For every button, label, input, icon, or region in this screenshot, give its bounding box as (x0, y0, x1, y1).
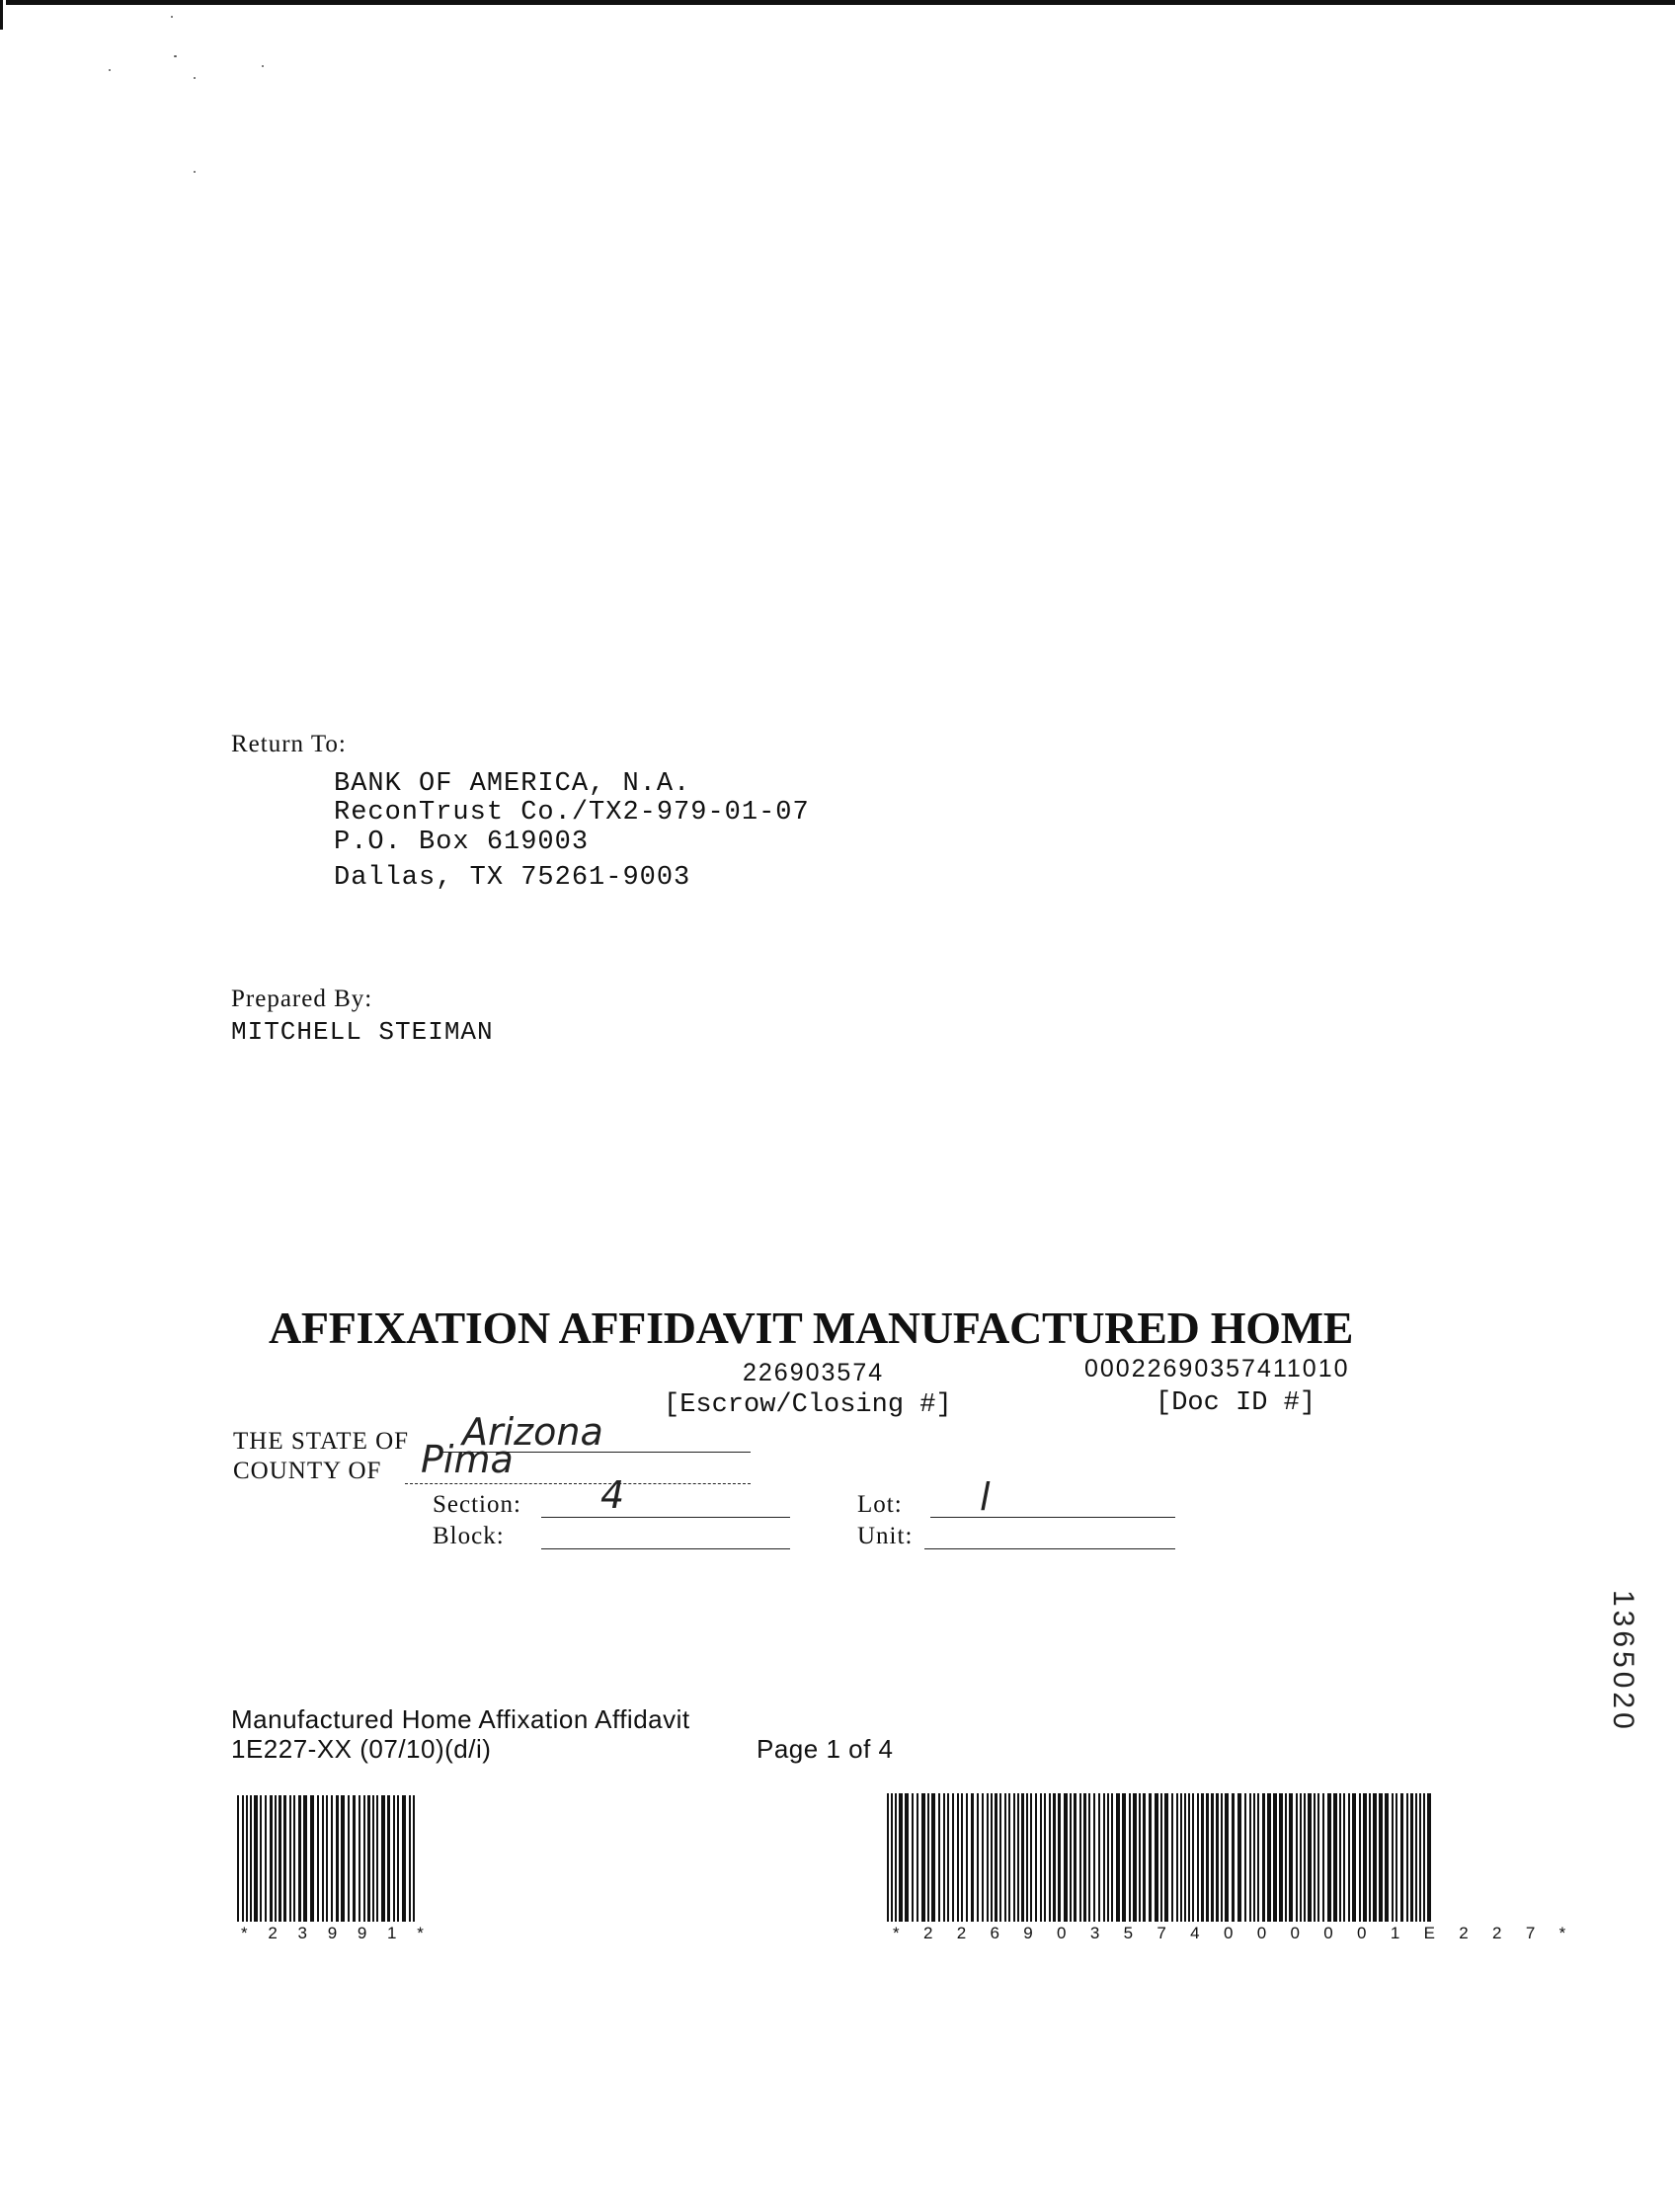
barcode-right-text: * 2 2 6 9 0 3 5 7 4 0 0 0 0 0 1 E 2 2 7 * (893, 1924, 1576, 1942)
barcode-bar (982, 1793, 984, 1922)
barcode-bar (1300, 1793, 1302, 1922)
barcode-bar (1257, 1793, 1259, 1922)
barcode-bar (927, 1793, 929, 1922)
barcode-bar (1273, 1793, 1277, 1922)
barcode-bar (938, 1793, 940, 1922)
scan-speck (262, 65, 264, 67)
scan-top-edge (6, 0, 1675, 5)
document-title: AFFIXATION AFFIDAVIT MANUFACTURED HOME (269, 1303, 1354, 1353)
barcode-bar (1232, 1793, 1235, 1922)
barcode-bar (322, 1795, 324, 1922)
barcode-bar (957, 1793, 959, 1922)
barcode-bar (1308, 1793, 1312, 1922)
barcode-bar (413, 1795, 415, 1922)
barcode-bar (1053, 1793, 1056, 1922)
state-value: Arizona (462, 1410, 603, 1454)
barcode-bar (971, 1793, 974, 1922)
barcode-bar (905, 1793, 909, 1922)
barcode-bar (1392, 1793, 1394, 1922)
barcode-bar (891, 1793, 893, 1922)
barcode-bar (246, 1795, 248, 1922)
barcode-bar (895, 1793, 897, 1922)
barcode-bar (1013, 1793, 1015, 1922)
barcode-bar (1359, 1793, 1361, 1922)
barcode-bar (1008, 1793, 1010, 1922)
barcode-bar (966, 1793, 968, 1922)
barcode-bar (242, 1795, 244, 1922)
form-code: 1E227-XX (07/10)(d/i) (231, 1734, 492, 1764)
scan-speck (109, 69, 111, 71)
barcode-bar (1211, 1793, 1214, 1922)
doc-id-number: 00022690357411010 (1084, 1355, 1350, 1382)
barcode-bar (1030, 1793, 1032, 1922)
barcode-bar (1249, 1793, 1251, 1922)
barcode-bar (921, 1793, 925, 1922)
barcode-bar (1427, 1793, 1431, 1922)
return-to-address (334, 766, 810, 896)
barcode-bar (275, 1795, 277, 1922)
barcode-bar (1088, 1793, 1090, 1922)
lot-value: l (980, 1475, 991, 1519)
barcode-bar (1160, 1793, 1162, 1922)
barcode-bar (1373, 1793, 1377, 1922)
barcode-bar (1184, 1793, 1186, 1922)
barcode-right-bars (887, 1793, 1434, 1922)
barcode-bar (372, 1795, 374, 1922)
barcode-bar (1017, 1793, 1019, 1922)
barcode-bar (931, 1793, 935, 1922)
barcode-bar (1352, 1793, 1356, 1922)
escrow-label: [Escrow/Closing #] (664, 1390, 952, 1420)
doc-id-label: [Doc ID #] (1156, 1388, 1316, 1418)
barcode-bar (991, 1793, 993, 1922)
barcode-bar (1400, 1793, 1403, 1922)
barcode-bar (1317, 1793, 1319, 1922)
barcode-bar (1026, 1793, 1028, 1922)
barcode-bar (977, 1793, 979, 1922)
barcode-bar (336, 1795, 339, 1922)
barcode-bar (1129, 1793, 1131, 1922)
barcode-bar (397, 1795, 399, 1922)
barcode-bar (289, 1795, 291, 1922)
barcode-bar (409, 1795, 411, 1922)
address-line: P.O. Box 619003 (334, 828, 590, 857)
barcode-bar (1133, 1793, 1137, 1922)
county-value: Pima (421, 1438, 514, 1481)
barcode-bar (283, 1795, 286, 1922)
barcode-bar (387, 1795, 390, 1922)
barcode-bar (1406, 1793, 1408, 1922)
return-to-label: Return To: (231, 731, 347, 757)
barcode-bar (298, 1795, 301, 1922)
barcode-left-bars (237, 1795, 417, 1922)
barcode-bar (363, 1795, 365, 1922)
barcode-bar (1244, 1793, 1246, 1922)
barcode-bar (1098, 1793, 1100, 1922)
barcode-bar (393, 1795, 395, 1922)
barcode-bar (303, 1795, 307, 1922)
barcode-bar (341, 1795, 345, 1922)
barcode-bar (1107, 1793, 1109, 1922)
barcode-bar (270, 1795, 273, 1922)
barcode-bar (250, 1795, 252, 1922)
barcode-bar (1188, 1793, 1190, 1922)
barcode-bar (1225, 1793, 1229, 1922)
barcode-bar (1285, 1793, 1287, 1922)
block-field (541, 1515, 790, 1554)
barcode-bar (1111, 1793, 1113, 1922)
barcode-bar (1044, 1793, 1046, 1922)
barcode-bar (1396, 1793, 1397, 1922)
scan-speck (174, 55, 177, 57)
barcode-right (887, 1793, 1434, 1922)
barcode-bar (1021, 1793, 1024, 1922)
barcode-bar (1206, 1793, 1209, 1922)
barcode-bar (1348, 1793, 1350, 1922)
address-line: Dallas, TX 75261-9003 (334, 863, 691, 893)
barcode-bar (995, 1793, 997, 1922)
barcode-bar (359, 1795, 360, 1922)
barcode-bar (1279, 1793, 1283, 1922)
barcode-bar (1369, 1793, 1371, 1922)
page-indicator: Page 1 of 4 (757, 1734, 894, 1764)
barcode-bar (1343, 1793, 1345, 1922)
barcode-bar (1093, 1793, 1095, 1922)
barcode-bar (317, 1795, 319, 1922)
barcode-bar (1070, 1793, 1072, 1922)
barcode-bar (1180, 1793, 1182, 1922)
barcode-bar (1064, 1793, 1068, 1922)
barcode-bar (947, 1793, 949, 1922)
barcode-bar (987, 1793, 989, 1922)
barcode-bar (1040, 1793, 1042, 1922)
barcode-bar (1116, 1793, 1120, 1922)
barcode-bar (1379, 1793, 1383, 1922)
barcode-bar (1139, 1793, 1141, 1922)
barcode-bar (310, 1795, 314, 1922)
unit-label: Unit: (857, 1523, 914, 1549)
barcode-bar (1197, 1793, 1199, 1922)
barcode-bar (348, 1795, 350, 1922)
barcode-bar (1327, 1793, 1331, 1922)
barcode-bar (1049, 1793, 1051, 1922)
address-line: BANK OF AMERICA, N.A. (334, 769, 691, 799)
barcode-bar (402, 1795, 406, 1922)
barcode-bar (899, 1793, 903, 1922)
barcode-bar (1079, 1793, 1081, 1922)
scan-left-mark (0, 0, 3, 30)
barcode-bar (1237, 1793, 1241, 1922)
lot-label: Lot: (857, 1491, 903, 1518)
barcode-bar (1415, 1793, 1417, 1922)
barcode-bar (1333, 1793, 1337, 1922)
barcode-bar (1074, 1793, 1077, 1922)
barcode-bar (237, 1795, 239, 1922)
barcode-bar (293, 1795, 295, 1922)
barcode-bar (912, 1793, 914, 1922)
barcode-bar (260, 1795, 262, 1922)
barcode-bar (1314, 1793, 1316, 1922)
barcode-bar (1201, 1793, 1204, 1922)
barcode-bar (1339, 1793, 1341, 1922)
barcode-bar (1035, 1793, 1037, 1922)
barcode-bar (1149, 1793, 1152, 1922)
barcode-bar (1143, 1793, 1146, 1922)
barcode-bar (1216, 1793, 1219, 1922)
barcode-bar (1083, 1793, 1086, 1922)
barcode-bar (1221, 1793, 1223, 1922)
barcode-bar (1058, 1793, 1061, 1922)
barcode-bar (376, 1795, 378, 1922)
barcode-bar (1164, 1793, 1168, 1922)
county-label: COUNTY OF (233, 1458, 382, 1484)
form-name: Manufactured Home Affixation Affidavit (231, 1704, 690, 1734)
barcode-bar (279, 1795, 281, 1922)
section-label: Section: (433, 1491, 521, 1518)
barcode-bar (1289, 1793, 1293, 1922)
barcode-bar (917, 1793, 918, 1922)
barcode-bar (1410, 1793, 1413, 1922)
barcode-bar (265, 1795, 267, 1922)
barcode-bar (1262, 1793, 1265, 1922)
field-underline (541, 1548, 790, 1549)
barcode-bar (1322, 1793, 1324, 1922)
state-label: THE STATE OF (233, 1428, 410, 1455)
barcode-bar (1363, 1793, 1367, 1922)
barcode-bar (1122, 1793, 1126, 1922)
barcode-left (237, 1795, 417, 1922)
barcode-bar (1419, 1793, 1421, 1922)
scan-speck (194, 171, 196, 173)
barcode-bar (381, 1795, 385, 1922)
barcode-bar (952, 1793, 954, 1922)
scan-speck (194, 77, 196, 79)
barcode-bar (1171, 1793, 1173, 1922)
barcode-bar (1253, 1793, 1255, 1922)
barcode-bar (961, 1793, 963, 1922)
barcode-bar (1267, 1793, 1271, 1922)
barcode-bar (367, 1795, 370, 1922)
block-label: Block: (433, 1523, 505, 1549)
barcode-bar (326, 1795, 328, 1922)
barcode-bar (1176, 1793, 1178, 1922)
barcode-bar (1423, 1793, 1425, 1922)
barcode-bar (353, 1795, 356, 1922)
barcode-bar (943, 1793, 945, 1922)
section-value: 4 (600, 1473, 625, 1517)
barcode-bar (1385, 1793, 1389, 1922)
barcode-bar (254, 1795, 258, 1922)
barcode-bar (1004, 1793, 1006, 1922)
barcode-bar (1103, 1793, 1105, 1922)
barcode-bar (1192, 1793, 1194, 1922)
preparer-name: MITCHELL STEIMAN (231, 1017, 494, 1047)
unit-field (924, 1515, 1175, 1554)
barcode-bar (331, 1795, 333, 1922)
field-underline (924, 1548, 1175, 1549)
scan-speck (171, 16, 173, 18)
address-line: ReconTrust Co./TX2-979-01-07 (334, 798, 810, 828)
barcode-bar (999, 1793, 1001, 1922)
barcode-bar (887, 1793, 889, 1922)
barcode-bar (1296, 1793, 1298, 1922)
side-stamp: 1365020 (1607, 1590, 1639, 1733)
barcode-left-text: * 2 3 9 9 1 * (241, 1924, 432, 1942)
escrow-number: 226903574 (743, 1359, 885, 1386)
prepared-by-label: Prepared By: (231, 986, 373, 1012)
barcode-bar (1304, 1793, 1306, 1922)
barcode-bar (1155, 1793, 1158, 1922)
